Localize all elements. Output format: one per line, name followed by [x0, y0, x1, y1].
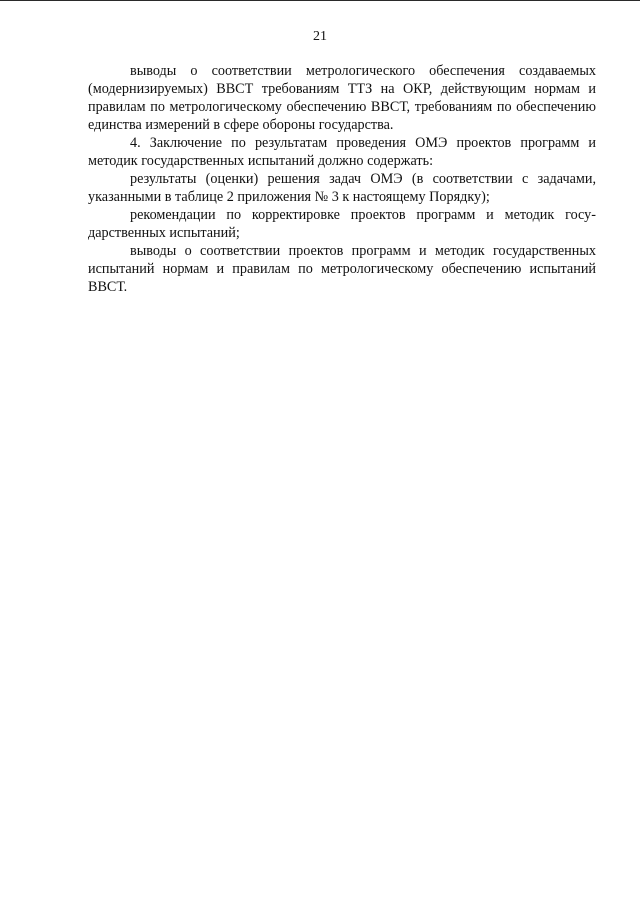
paragraph-item-4: 4. Заключение по результатам проведения ОМЭ проектов программ и методик государственных испытаний должно содержать: [88, 135, 596, 169]
top-border-line [0, 0, 640, 1]
page-number: 21 [313, 29, 327, 44]
paragraph-results: результаты (оценки) решения задач ОМЭ (в соответствии с задачами, указанными в таблице 2 приложения № 3 к настоящему Порядку); [88, 171, 596, 205]
paragraph-metrology-conclusions: выводы о соответствии метрологического обеспечения создаваемых (модернизируемых) ВВСТ требованиям ТТЗ на ОКР, действующим нормам и правилам по метрологическому обеспечению ВВСТ, требованиям по обеспечению единства измерений в сфере обороны государства. [88, 63, 596, 133]
document-body [88, 62, 596, 296]
paragraph-recommendations: рекомендации по корректировке проектов программ и методик государственных испытаний; [88, 207, 596, 241]
paragraph-conclusions: выводы о соответствии проектов программ и методик государственных испытаний нормам и правилам по метрологическому обеспечению испытаний ВВСТ. [88, 243, 596, 295]
